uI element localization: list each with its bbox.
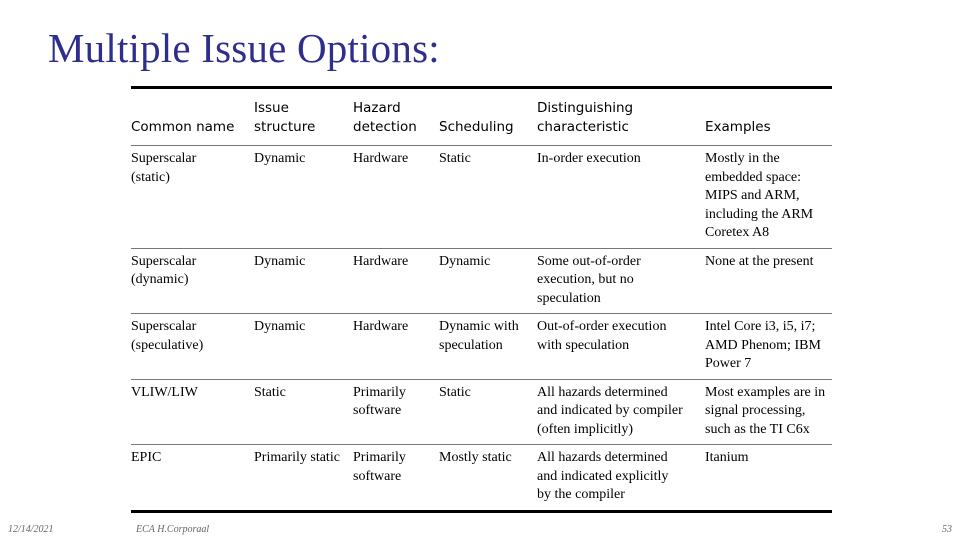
footer-course: ECA H.Corporaal xyxy=(136,524,210,535)
table-cell: Itanium xyxy=(705,450,749,465)
slide-title: Multiple Issue Options: xyxy=(48,25,440,71)
header-distinguishing-characteristic: Distinguishing characteristic xyxy=(537,100,634,135)
table-header-row xyxy=(131,89,832,146)
table-cell: Dynamic xyxy=(254,253,306,269)
table-row xyxy=(131,248,832,314)
table-cell: Hardware xyxy=(353,319,409,334)
table-cell: Superscalar (dynamic) xyxy=(131,253,197,287)
table-cell: Out-of-order execution with speculation xyxy=(537,319,667,353)
table-cell: Mostly static xyxy=(439,450,512,465)
table-cell: Some out-of-order execution, but no speculation xyxy=(537,253,641,306)
header-examples: Examples xyxy=(705,119,771,135)
table-cell: None at the present xyxy=(705,253,814,269)
table-cell: Static xyxy=(439,384,471,400)
header-hazard-detection: Hazard detection xyxy=(353,100,417,135)
header-issue-structure: Issue structure xyxy=(254,100,316,135)
table-cell: Superscalar (static) xyxy=(131,151,197,185)
table-bottom-rule xyxy=(131,510,832,513)
table-cell: Most examples are in signal processing, such as the TI C6x xyxy=(705,384,826,437)
table-cell: Dynamic with speculation xyxy=(439,319,519,353)
table-row xyxy=(131,379,832,445)
table-cell: In-order execution xyxy=(537,151,641,166)
table-row xyxy=(131,146,832,249)
table-cell: Superscalar (speculative) xyxy=(131,319,204,353)
table-cell: Intel Core i3, i5, i7; AMD Phenom; IBM Power 7 xyxy=(705,319,821,371)
table-cell: Dynamic xyxy=(439,253,491,269)
table-cell: Dynamic xyxy=(254,151,306,166)
table-cell: VLIW/LIW xyxy=(131,384,198,400)
table-cell: Dynamic xyxy=(254,319,306,334)
table-cell: Primarily software xyxy=(353,450,406,484)
table-cell: All hazards determined and indicated by compiler (often implicitly) xyxy=(537,384,683,437)
table-cell: Hardware xyxy=(353,151,409,166)
header-scheduling: Scheduling xyxy=(439,119,514,135)
table-cell: Mostly in the embedded space: MIPS and ARM, including the ARM Coretex A8 xyxy=(705,151,814,240)
table-cell: EPIC xyxy=(131,450,162,465)
table-row xyxy=(131,314,832,380)
page-number: 53 xyxy=(942,524,952,535)
table-row xyxy=(131,445,832,510)
table-cell: All hazards determined and indicated explicitly by the compiler xyxy=(537,450,669,502)
table-cell: Primarily software xyxy=(353,384,406,418)
table-cell: Static xyxy=(254,384,286,400)
issue-options-table xyxy=(131,86,832,513)
header-common-name: Common name xyxy=(131,119,235,135)
table-cell: Primarily static xyxy=(254,450,340,465)
table-cell: Static xyxy=(439,151,471,166)
footer-date: 12/14/2021 xyxy=(8,524,54,535)
table-cell: Hardware xyxy=(353,253,409,269)
